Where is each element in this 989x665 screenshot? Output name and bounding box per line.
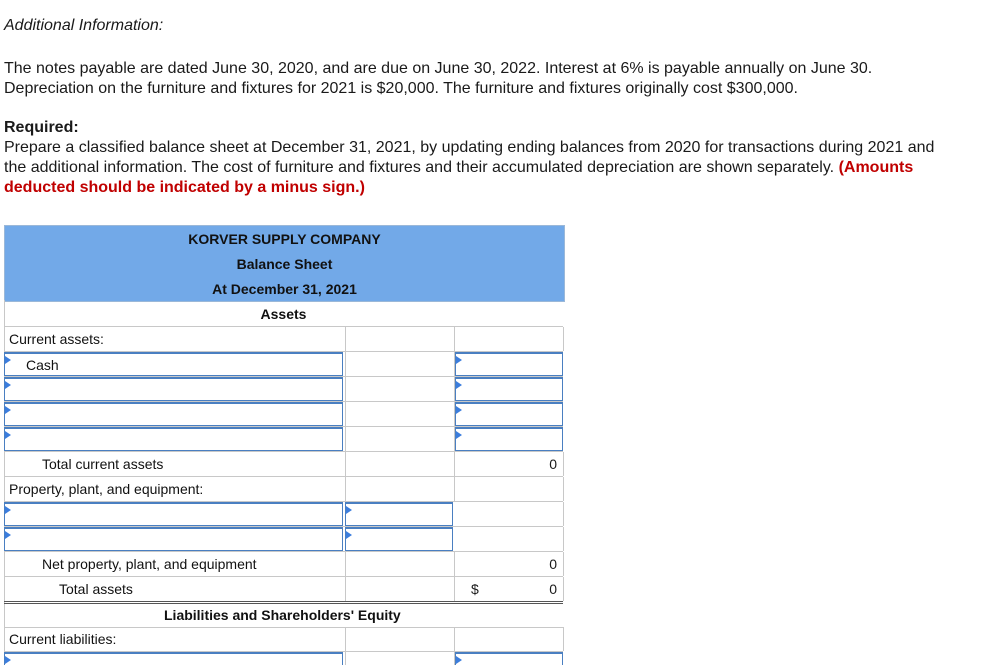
ppe-row-1 [4,502,563,527]
cell [345,552,455,576]
dropdown-marker-icon [456,356,462,364]
assets-heading-row [4,302,563,327]
cell [345,477,455,501]
current-asset-row-2 [4,377,563,402]
dropdown-marker-icon [5,381,11,389]
required-line-3: deducted should be indicated by a minus sign.) [4,179,365,196]
dropdown-marker-icon [456,656,462,664]
amount-input[interactable] [455,402,563,426]
net-ppe-row [4,552,563,577]
cell [455,627,564,651]
ppe-label: Property, plant, and equipment: [9,481,204,497]
additional-info-line-2: Depreciation on the furniture and fixtures for 2021 is $20,000. The furniture and fixtures originally cost $300,000. [4,80,798,97]
account-input[interactable] [4,502,343,526]
currency-symbol: $ [471,581,479,597]
dropdown-marker-icon [346,506,352,514]
cell [345,577,455,601]
account-input[interactable] [4,527,343,551]
amount-input[interactable] [455,377,563,401]
current-assets-row [4,327,563,352]
cell [455,502,564,526]
cash-label: Cash [26,357,59,373]
current-liabilities-row [4,627,563,652]
required-line-2-text: the additional information. The cost of furniture and fixtures and their accumulated depreciation are shown separately. [4,159,839,176]
cell [345,327,455,351]
company-name: KORVER SUPPLY COMPANY [188,231,381,247]
cell [345,652,455,665]
cash-account-input[interactable] [4,352,343,376]
net-ppe-label: Net property, plant, and equipment [42,556,257,572]
required-note-red: (Amounts [838,159,914,176]
amount-input[interactable] [345,502,453,526]
total-current-assets-value: 0 [549,456,557,472]
cell [345,452,455,476]
account-input[interactable] [4,377,343,401]
cell [345,427,455,451]
ppe-heading-row [4,477,563,502]
statement-title: Balance Sheet [236,256,333,272]
cash-total-input[interactable] [455,352,563,376]
cell [455,327,564,351]
dropdown-marker-icon [5,506,11,514]
cash-amount-cell [345,352,455,376]
account-input[interactable] [4,652,343,665]
required-line-2 [4,158,913,178]
dropdown-marker-icon [5,431,11,439]
additional-info-title: Additional Information: [4,17,164,34]
liabilities-heading: Liabilities and Shareholders' Equity [164,607,401,623]
total-current-assets-cell [455,452,564,476]
dropdown-marker-icon [5,356,11,364]
net-ppe-cell [455,552,564,576]
current-assets-label: Current assets: [9,331,104,347]
dropdown-marker-icon [5,406,11,414]
balance-sheet-header [4,225,565,302]
liabilities-heading-row [4,603,563,628]
dropdown-marker-icon [5,656,11,664]
required-line-1: Prepare a classified balance sheet at December 31, 2021, by updating ending balances from 2020 for transactions during 2021 and [4,139,935,156]
total-assets-row [4,577,563,604]
account-input[interactable] [4,402,343,426]
total-assets-label: Total assets [59,581,133,597]
dropdown-marker-icon [456,381,462,389]
amount-input[interactable] [455,652,563,665]
dropdown-marker-icon [456,406,462,414]
dropdown-marker-icon [456,431,462,439]
required-title: Required: [4,119,79,136]
account-input[interactable] [4,427,343,451]
amount-input[interactable] [455,427,563,451]
cell [345,402,455,426]
net-ppe-value: 0 [549,556,557,572]
cash-row [4,352,563,377]
total-current-assets-label: Total current assets [42,456,164,472]
current-liabilities-label: Current liabilities: [9,631,117,647]
current-asset-row-4 [4,427,563,452]
total-assets-cell [455,577,564,601]
current-liability-row-1 [4,652,563,665]
dropdown-marker-icon [5,531,11,539]
additional-info-line-1: The notes payable are dated June 30, 2020, and are due on June 30, 2022. Interest at 6% is payable annually on June 30. [4,60,873,77]
cell [345,377,455,401]
total-current-assets-row [4,452,563,477]
current-asset-row-3 [4,402,563,427]
cell [455,527,564,551]
ppe-row-2 [4,527,563,552]
dropdown-marker-icon [346,531,352,539]
statement-date: At December 31, 2021 [212,281,357,297]
assets-heading: Assets [260,306,307,322]
cell [345,627,455,651]
cell [455,477,564,501]
balance-sheet [4,225,565,665]
total-assets-value: 0 [549,581,557,597]
amount-input[interactable] [345,527,453,551]
